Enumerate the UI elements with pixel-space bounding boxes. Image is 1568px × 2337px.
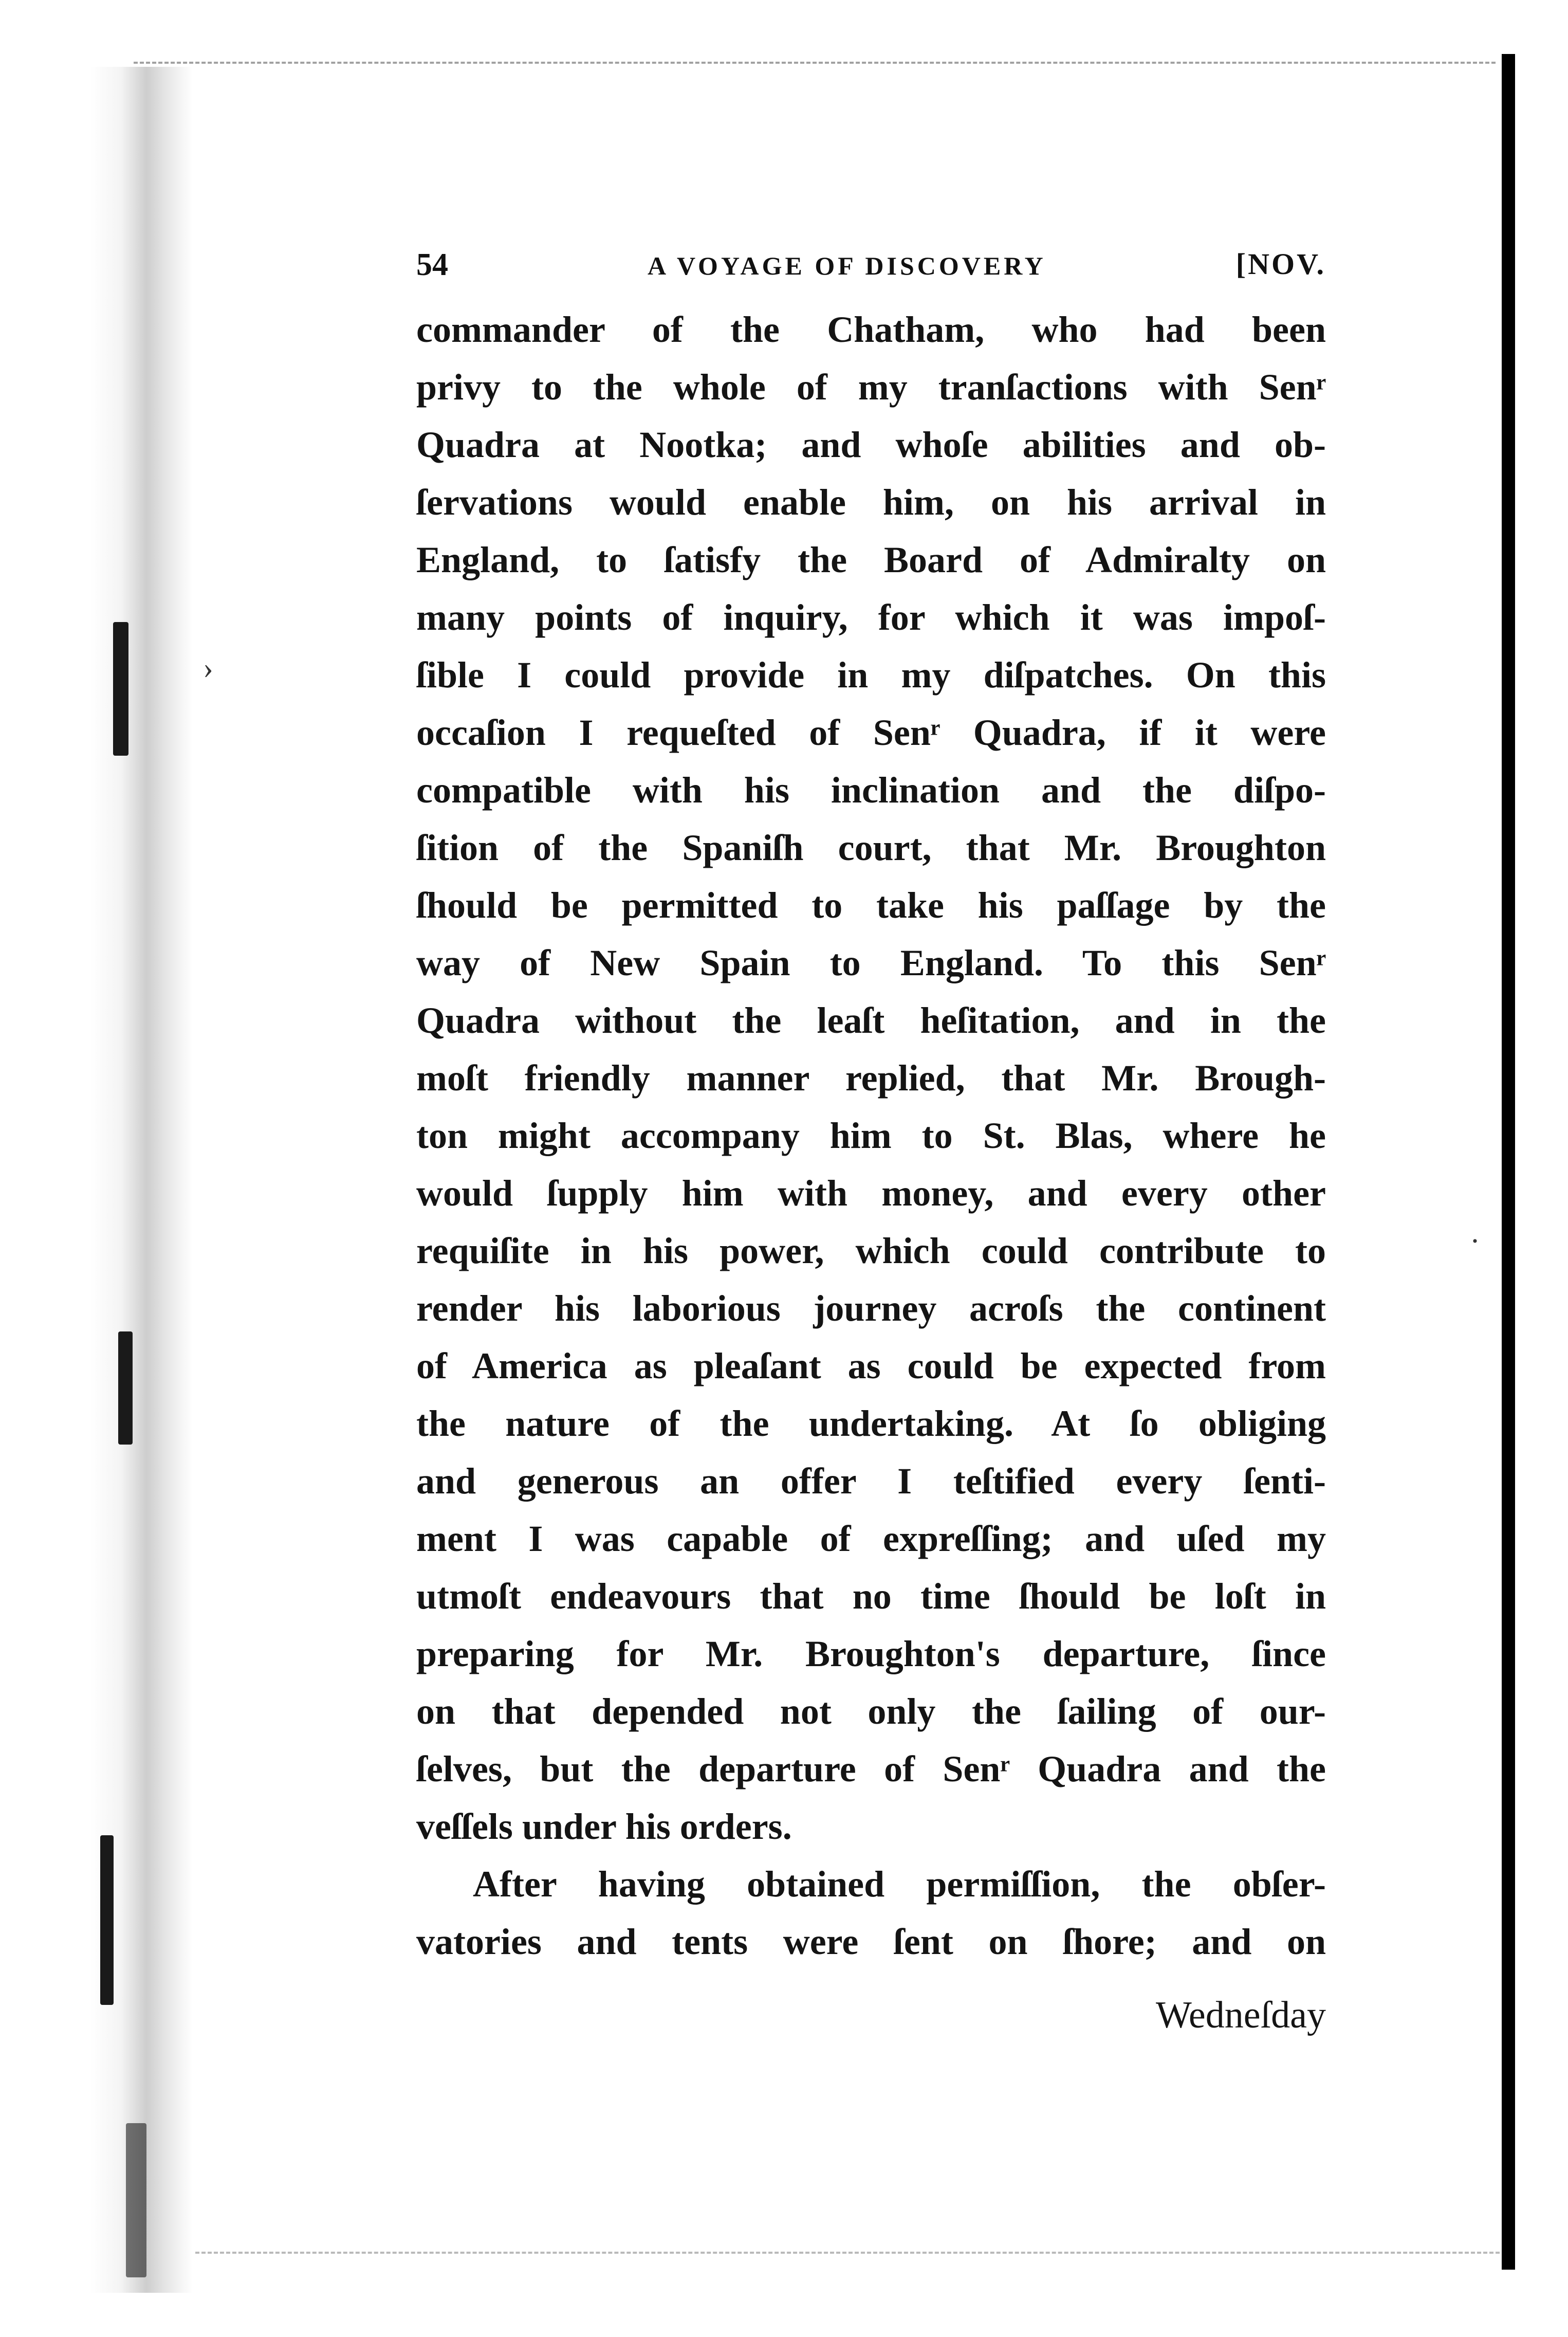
text-line: utmoſt endeavours that no time ſhould be loſt in [416,1576,1326,1617]
text-line: ment I was capable of expreſſing; and uſed my [416,1518,1326,1559]
gutter-blot [126,2123,146,2277]
text-line: the nature of the undertaking. At ſo obliging [416,1403,1326,1444]
text-line: way of New Spain to England. To this Senʳ [416,942,1326,983]
text-line: would ſupply him with money, and every other [416,1173,1326,1214]
paragraph-start-line: After having obtained permiſſion, the obſer- [473,1864,1326,1905]
text-line: and generous an offer I teſtified every ſenti- [416,1460,1326,1502]
running-head [416,247,1326,288]
text-line: of America as pleaſant as could be expected from [416,1345,1326,1386]
text-line: ſervations would enable him, on his arrival in [416,482,1326,523]
text-line: moſt friendly manner replied, that Mr. Brough- [416,1057,1326,1099]
text-line: privy to the whole of my tranſactions with Senʳ [416,367,1326,408]
scan-left-gutter-shadow [90,67,193,2293]
text-line: ton might accompany him to St. Blas, where he [416,1115,1326,1156]
gutter-blot [113,622,128,756]
text-line: ſelves, but the departure of Senʳ Quadra and the [416,1748,1326,1790]
text-line: preparing for Mr. Broughton's departure, ſince [416,1633,1326,1674]
scan-top-edge [134,62,1496,69]
text-line: England, to ſatisfy the Board of Admiralty on [416,539,1326,580]
margin-dot-mark: · [1470,1224,1480,1258]
body-text [416,301,1326,1970]
catchword: Wedneſday [1155,1994,1326,2036]
gutter-blot [100,1835,114,2005]
text-line: ſible I could provide in my diſpatches. On this [416,654,1326,696]
text-line: many points of inquiry, for which it was impoſ- [416,597,1326,638]
text-line: Quadra at Nootka; and whoſe abilities and ob- [416,424,1326,465]
text-line: veſſels under his orders. [416,1806,792,1847]
text-line: ſhould be permitted to take his paſſage by the [416,885,1326,926]
running-month: [NOV. [1235,247,1326,281]
margin-bracket-mark: › [203,651,213,685]
text-line: render his laborious journey acroſs the continent [416,1288,1326,1329]
scan-bottom-edge [195,2252,1506,2259]
running-title: A VOYAGE OF DISCOVERY [648,251,1046,280]
text-line: on that depended not only the ſailing of our- [416,1691,1326,1732]
text-line: Quadra without the leaſt heſitation, and in the [416,1000,1326,1041]
scan-right-border [1502,54,1515,2270]
gutter-blot [118,1331,133,1445]
text-line: ſition of the Spaniſh court, that Mr. Broughton [416,827,1326,868]
page-number: 54 [416,247,448,282]
text-line: compatible with his inclination and the diſpo- [416,770,1326,811]
text-line: requiſite in his power, which could contribute to [416,1230,1326,1271]
text-line: occaſion I requeſted of Senʳ Quadra, if it were [416,712,1326,753]
text-line: commander of the Chatham, who had been [416,309,1326,350]
text-line: vatories and tents were ſent on ſhore; and on [416,1921,1326,1962]
